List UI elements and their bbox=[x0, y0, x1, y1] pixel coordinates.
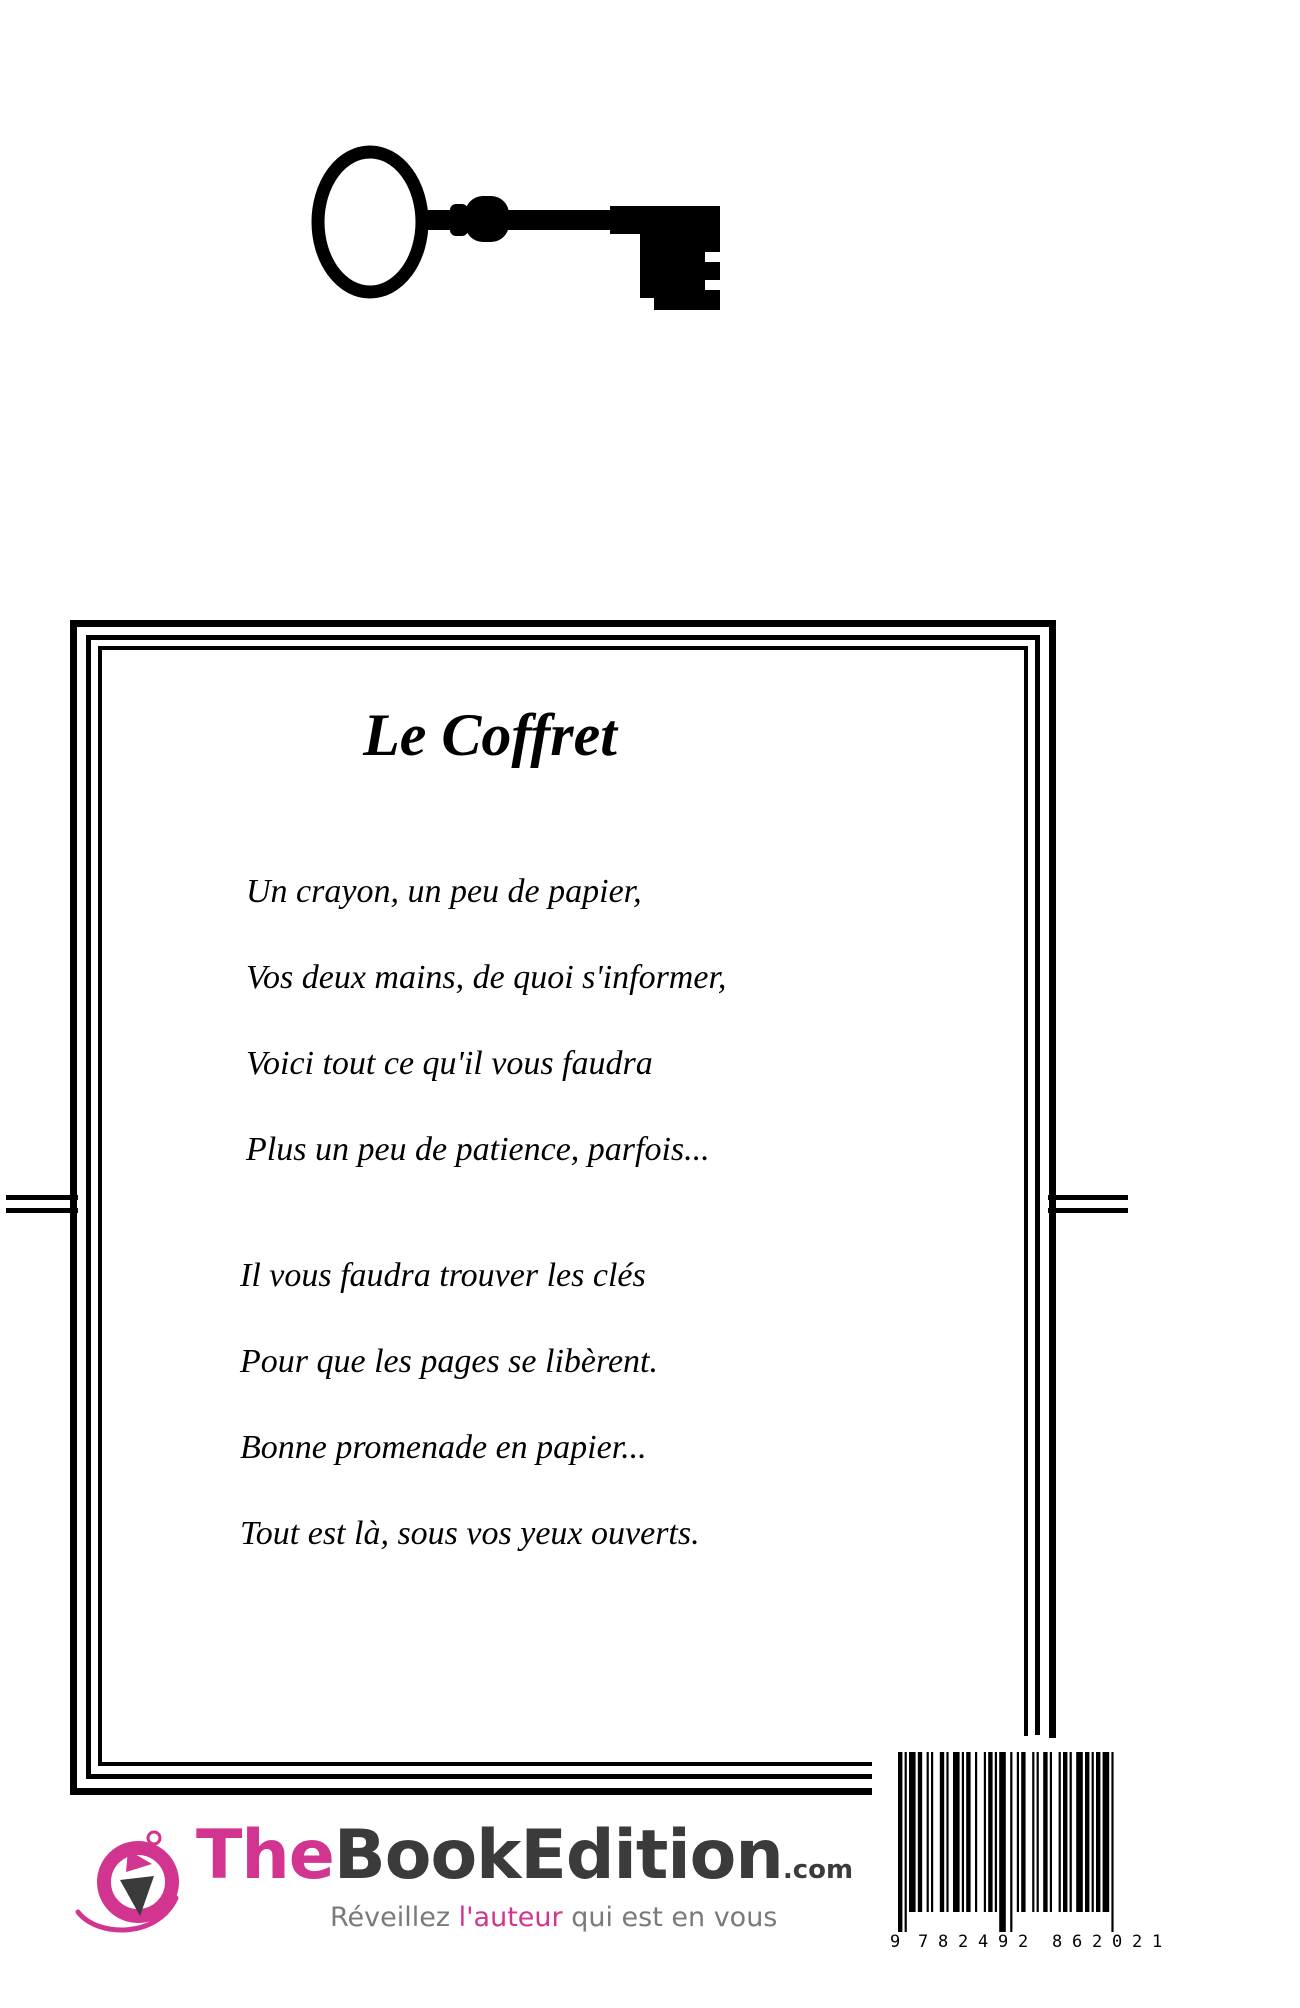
barcode-digit: 2 bbox=[1092, 1932, 1103, 1952]
brand-book: Book bbox=[333, 1816, 521, 1895]
slogan-after: qui est en vous bbox=[562, 1902, 778, 1933]
right-ornament-top bbox=[1048, 1195, 1128, 1200]
barcode-bar bbox=[1050, 1752, 1052, 1912]
barcode-bar bbox=[966, 1752, 970, 1912]
barcode-bar bbox=[1037, 1752, 1039, 1912]
barcode-bar bbox=[946, 1752, 948, 1912]
stanza-2 bbox=[240, 1256, 700, 1600]
key-icon bbox=[310, 140, 760, 310]
right-ornament-bottom bbox=[1048, 1208, 1128, 1213]
barcode-bar bbox=[1032, 1752, 1034, 1912]
barcode-bar bbox=[962, 1752, 964, 1912]
brand-tld: .com bbox=[782, 1855, 854, 1885]
barcode-digit: 9 bbox=[998, 1932, 1009, 1952]
barcode-digit: 0 bbox=[1112, 1932, 1123, 1952]
barcode-bar bbox=[999, 1752, 1006, 1932]
barcode-bar bbox=[975, 1752, 977, 1912]
frame-outer-right bbox=[1049, 620, 1056, 1738]
barcode-bar bbox=[898, 1752, 902, 1932]
barcode-bar bbox=[927, 1752, 929, 1912]
frame-inner-right bbox=[1035, 635, 1040, 1735]
publisher-logo bbox=[68, 1816, 868, 1950]
poem-line: Bonne promenade en papier... bbox=[240, 1429, 647, 1466]
brand-the: The bbox=[196, 1816, 334, 1895]
slogan-before: Réveillez bbox=[330, 1902, 459, 1933]
frame-inner-top bbox=[86, 635, 1040, 640]
barcode-bar bbox=[931, 1752, 933, 1912]
barcode-bar bbox=[953, 1752, 960, 1912]
barcode-bar bbox=[1096, 1752, 1100, 1912]
barcode-bar bbox=[1059, 1752, 1061, 1912]
slogan bbox=[330, 1904, 777, 1931]
barcode-bar bbox=[1085, 1752, 1089, 1912]
left-ornament-top bbox=[6, 1195, 78, 1200]
barcode-bar bbox=[1010, 1752, 1012, 1932]
barcode-bar bbox=[1063, 1752, 1067, 1912]
poem-line: Un crayon, un peu de papier, bbox=[246, 873, 642, 910]
brand-name bbox=[196, 1816, 854, 1895]
poem-content bbox=[100, 650, 1035, 1780]
barcode-bar bbox=[984, 1752, 986, 1912]
brand-edition: Edition bbox=[520, 1816, 783, 1895]
barcode-bar bbox=[940, 1752, 944, 1912]
barcode-digit: 1 bbox=[1152, 1932, 1163, 1952]
barcode-bar bbox=[1111, 1752, 1113, 1932]
barcode-bar bbox=[1043, 1752, 1047, 1912]
barcode-bar bbox=[1021, 1752, 1025, 1912]
barcode-bar bbox=[1017, 1752, 1019, 1912]
barcode-digit: 6 bbox=[1072, 1932, 1083, 1952]
barcode-bar bbox=[1092, 1752, 1094, 1912]
poem-line: Vos deux mains, de quoi s'informer, bbox=[246, 959, 727, 996]
barcode-digit: 7 bbox=[918, 1932, 929, 1952]
left-ornament-bottom bbox=[6, 1208, 78, 1213]
barcode-bar bbox=[918, 1752, 922, 1912]
frame-outer-top bbox=[70, 620, 1056, 627]
barcode-bar bbox=[1070, 1752, 1072, 1912]
barcode-bar bbox=[909, 1752, 916, 1912]
poem-line: Voici tout ce qu'il vous faudra bbox=[246, 1045, 653, 1082]
publisher-swirl-icon bbox=[68, 1820, 188, 1940]
poem-line: Il vous faudra trouver les clés bbox=[240, 1257, 646, 1294]
barcode-bar bbox=[995, 1752, 997, 1912]
barcode-bar bbox=[1076, 1752, 1083, 1912]
poem-line: Tout est là, sous vos yeux ouverts. bbox=[240, 1515, 700, 1552]
stanza-1 bbox=[246, 872, 726, 1216]
barcode-bar bbox=[905, 1752, 907, 1932]
slogan-accent: l'auteur bbox=[458, 1902, 563, 1933]
barcode-bar bbox=[988, 1752, 992, 1912]
barcode-digit: 8 bbox=[1052, 1932, 1063, 1952]
barcode-digit: 2 bbox=[1018, 1932, 1029, 1952]
poem-title: Le Coffret bbox=[363, 702, 617, 768]
barcode-digit: 8 bbox=[938, 1932, 949, 1952]
frame-inner-left bbox=[86, 635, 91, 1779]
barcode-bar bbox=[1103, 1752, 1110, 1912]
barcode-digit: 2 bbox=[958, 1932, 969, 1952]
barcode-digit: 9 bbox=[890, 1932, 901, 1952]
barcode-digit: 2 bbox=[1132, 1932, 1143, 1952]
poem-line: Plus un peu de patience, parfois... bbox=[246, 1131, 710, 1168]
poem-line: Pour que les pages se libèrent. bbox=[240, 1343, 658, 1380]
barcode-digit: 4 bbox=[978, 1932, 989, 1952]
frame-outer-bottom bbox=[70, 1788, 872, 1795]
barcode bbox=[890, 1752, 1190, 1932]
barcode-digits bbox=[890, 1932, 1190, 1956]
